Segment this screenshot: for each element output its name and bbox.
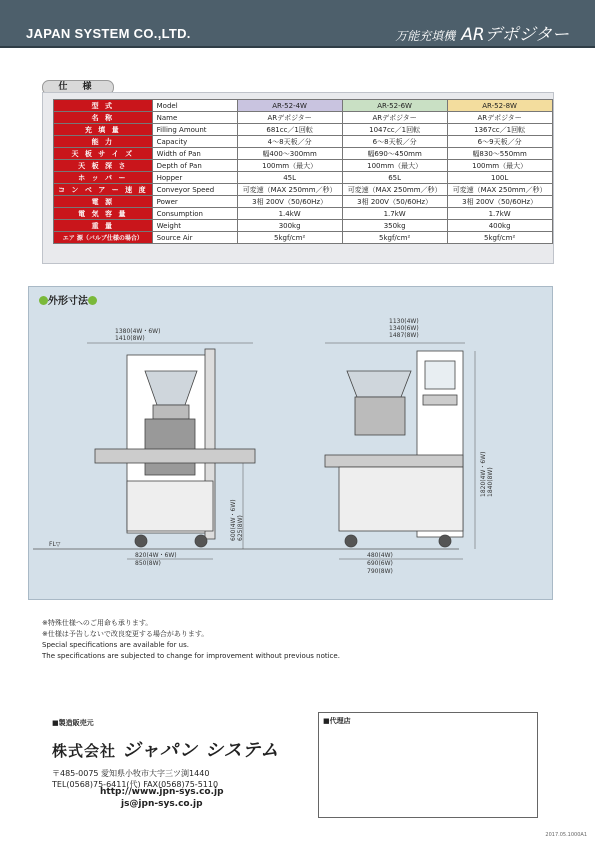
spec-value: 5kgf/cm²: [447, 232, 552, 244]
spec-panel: [42, 92, 554, 264]
side-cabinet: [127, 481, 213, 531]
product-type: 万能充填機: [395, 29, 456, 43]
front-base-3: 790(8W): [367, 568, 393, 575]
spec-row: [54, 124, 553, 136]
floor-label: FL▽: [49, 541, 61, 548]
front-display: [425, 361, 455, 389]
spec-value: 可変速（MAX 250mm／秒）: [342, 184, 447, 196]
spec-value: 350kg: [342, 220, 447, 232]
spec-value: 幅400〜300mm: [237, 148, 342, 160]
side-filler: [145, 419, 195, 475]
note-line: ※特殊仕様へのご用命も承ります。: [42, 619, 153, 627]
side-caster-left: [135, 535, 147, 547]
dimensions-title-text: 外形寸法: [48, 296, 88, 307]
spec-value: 681cc／1回転: [237, 124, 342, 136]
spec-section-label: 仕 様: [42, 80, 114, 95]
spec-label-jp: 電 源: [54, 196, 153, 208]
company-brand: ジャパン システム: [122, 740, 280, 761]
note-line: ※仕様は予告しないで改良変更する場合があります。: [42, 630, 209, 638]
spec-value: 3相 200V（50/60Hz）: [237, 196, 342, 208]
front-hopper: [347, 371, 411, 397]
spec-value: 400kg: [447, 220, 552, 232]
spec-value: ARデポジター: [342, 112, 447, 124]
spec-row: [54, 136, 553, 148]
spec-value: 幅830〜550mm: [447, 148, 552, 160]
spec-value: 6〜8天板／分: [342, 136, 447, 148]
spec-label-jp: 充 填 量: [54, 124, 153, 136]
note-line: Special specifications are available for us.: [42, 641, 189, 649]
front-view-machine: [325, 351, 463, 547]
spec-value: 1367cc／1回転: [447, 124, 552, 136]
front-height-1: 1820(4W・6W): [480, 451, 487, 497]
spec-value: 100mm（最大）: [237, 160, 342, 172]
document-number: 2017.05.1000A1: [545, 832, 587, 838]
company-prefix: 株式会社: [52, 742, 117, 760]
spec-value: 45L: [237, 172, 342, 184]
side-height-1: 600(4W・6W): [230, 499, 237, 541]
spec-row: [54, 172, 553, 184]
agent-role: ■代理店: [323, 717, 351, 725]
spec-value: 幅690〜450mm: [342, 148, 447, 160]
header-cell-6w: AR-52-6W: [342, 100, 447, 112]
front-cabinet: [339, 467, 463, 531]
note-line: The specifications are subjected to change for improvement without previous notice.: [42, 652, 340, 660]
spec-row: [54, 232, 553, 244]
spec-value: 5kgf/cm²: [237, 232, 342, 244]
spec-label-en: Hopper: [152, 172, 237, 184]
front-control-buttons: [423, 395, 457, 405]
spec-label-en: Conveyor Speed: [152, 184, 237, 196]
spec-label-en: Source Air: [152, 232, 237, 244]
front-width-top-2: 1340(6W): [389, 325, 419, 332]
spec-row: [54, 160, 553, 172]
tel-fax-line: TEL(0568)75-6411(代) FAX(0568)75-5110: [52, 780, 219, 789]
spec-value: 300kg: [237, 220, 342, 232]
spec-label-en: Depth of Pan: [152, 160, 237, 172]
spec-value: 1047cc／1回転: [342, 124, 447, 136]
spec-label-jp: コ ン ベ ア ー 速 度: [54, 184, 153, 196]
spec-row: [54, 220, 553, 232]
web-contact: [100, 786, 224, 810]
spec-value: 5kgf/cm²: [342, 232, 447, 244]
spec-row: [54, 208, 553, 220]
spec-label-jp: 重 量: [54, 220, 153, 232]
spec-label-en: Power: [152, 196, 237, 208]
spec-value: 3相 200V（50/60Hz）: [447, 196, 552, 208]
spec-row: [54, 196, 553, 208]
spec-label-jp: ホ ッ パ ー: [54, 172, 153, 184]
header-cell-en: Model: [152, 100, 237, 112]
spec-value: 4〜8天板／分: [237, 136, 342, 148]
side-conveyor: [95, 449, 255, 463]
manufacturer-role: ■製造販売元: [52, 719, 94, 727]
spec-label-en: Filling Amount: [152, 124, 237, 136]
side-height-2: 625(8W): [237, 515, 244, 541]
front-conveyor: [325, 455, 463, 467]
notes: [42, 618, 340, 662]
spec-value: 100mm（最大）: [447, 160, 552, 172]
spec-label-jp: 天 板 深 さ: [54, 160, 153, 172]
spec-label-jp: 天 板 サ イ ズ: [54, 148, 153, 160]
email-link[interactable]: js@jpn-sys.co.jp: [120, 799, 203, 809]
spec-value: 100L: [447, 172, 552, 184]
front-base-2: 690(6W): [367, 560, 393, 567]
header-cell-8w: AR-52-8W: [447, 100, 552, 112]
spec-row: [54, 184, 553, 196]
side-width-top-2: 1410(8W): [115, 335, 145, 342]
website-link[interactable]: http://www.jpn-sys.co.jp: [100, 787, 224, 797]
spec-label-jp: 能 力: [54, 136, 153, 148]
spec-label-en: Consumption: [152, 208, 237, 220]
dimensions-panel: [28, 286, 553, 600]
front-width-top-1: 1130(4W): [389, 318, 419, 325]
spec-value: ARデポジター: [237, 112, 342, 124]
side-base-2: 850(8W): [135, 560, 161, 567]
dimension-drawing: [29, 287, 552, 599]
page-header: [0, 0, 595, 48]
spec-row: [54, 112, 553, 124]
spec-label-jp: 名 称: [54, 112, 153, 124]
manufacturer-block: [52, 718, 312, 790]
company-name: JAPAN SYSTEM CO.,LTD.: [26, 26, 191, 41]
front-caster-right: [439, 535, 451, 547]
front-height-2: 1840(8W): [487, 467, 494, 497]
spec-label-en: Width of Pan: [152, 148, 237, 160]
side-pump: [153, 405, 189, 419]
address-line: 〒485-0075 愛知県小牧市大字三ツ渕1440: [52, 769, 210, 778]
spec-value: 可変速（MAX 250mm／秒）: [237, 184, 342, 196]
spec-value: 3相 200V（50/60Hz）: [342, 196, 447, 208]
spec-value: 1.7kW: [342, 208, 447, 220]
spec-label-en: Weight: [152, 220, 237, 232]
spec-label-jp: エア 源（バルブ仕様の場合）: [54, 232, 153, 244]
spec-value: 1.4kW: [237, 208, 342, 220]
spec-row: [54, 148, 553, 160]
spec-value: 100mm（最大）: [342, 160, 447, 172]
front-filler: [355, 397, 405, 435]
spec-value: ARデポジター: [447, 112, 552, 124]
product-title: [395, 20, 569, 45]
manufacturer-name: [52, 736, 312, 762]
front-width-top-3: 1487(8W): [389, 332, 419, 339]
front-base-1: 480(4W): [367, 552, 393, 559]
spec-value: 65L: [342, 172, 447, 184]
product-name: ARデポジター: [461, 25, 569, 45]
agent-box: [318, 712, 538, 818]
spec-header-row: [54, 100, 553, 112]
spec-value: 1.7kW: [447, 208, 552, 220]
spec-table: [53, 99, 553, 244]
front-caster-left: [345, 535, 357, 547]
spec-value: 6〜9天板／分: [447, 136, 552, 148]
side-width-top-1: 1380(4W・6W): [115, 328, 161, 335]
spec-value: 可変速（MAX 250mm／秒）: [447, 184, 552, 196]
spec-label-en: Capacity: [152, 136, 237, 148]
spec-label-jp: 電 気 容 量: [54, 208, 153, 220]
spec-label-en: Name: [152, 112, 237, 124]
header-cell-jp: 型 式: [54, 100, 153, 112]
side-caster-right: [195, 535, 207, 547]
side-base-1: 820(4W・6W): [135, 552, 177, 559]
header-cell-4w: AR-52-4W: [237, 100, 342, 112]
